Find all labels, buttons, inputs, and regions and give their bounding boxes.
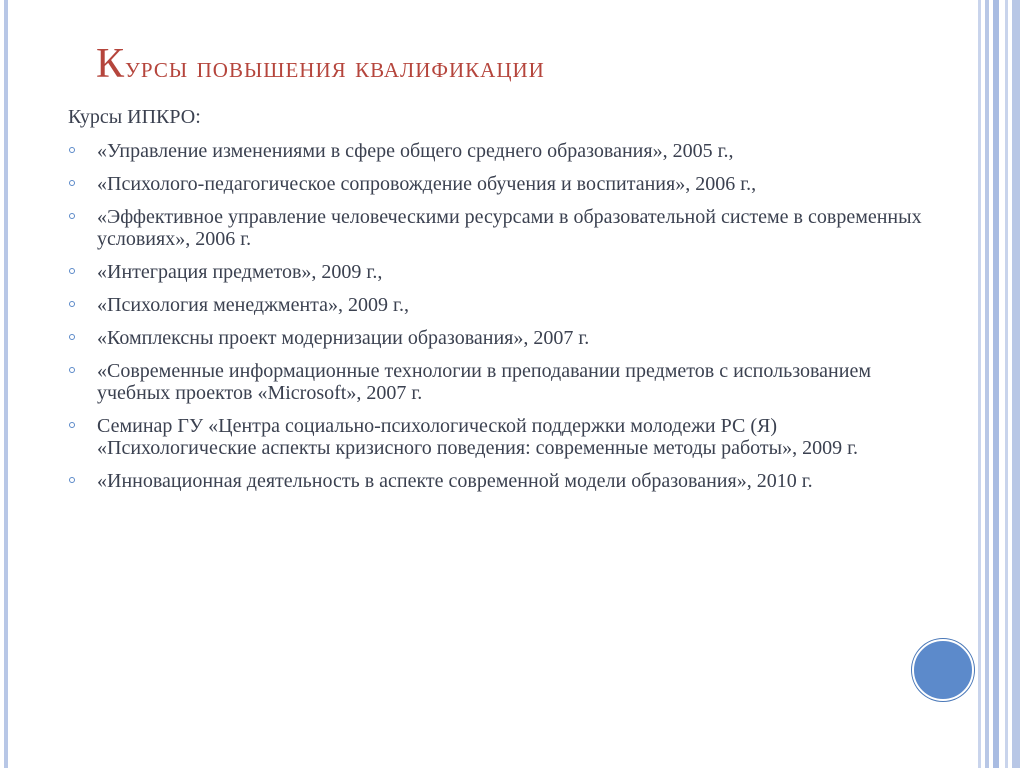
bullet-circle-icon xyxy=(69,334,75,340)
slide-title xyxy=(96,40,956,88)
list-item xyxy=(68,173,928,195)
list-item xyxy=(68,140,928,162)
bullet-circle-icon xyxy=(69,422,75,428)
list-item-text: «Современные информационные технологии в преподавании предметов с использованием учебных проектов «Microsoft», 2007 г. xyxy=(97,360,871,404)
bullet-circle-icon xyxy=(69,147,75,153)
list-item-text: «Инновационная деятельность в аспекте современной модели образования», 2010 г. xyxy=(97,470,813,492)
list-item-text: «Комплексны проект модернизации образования», 2007 г. xyxy=(97,327,590,349)
list-item-text: «Интеграция предметов», 2009 г., xyxy=(97,261,383,283)
list-item-text: «Психология менеджмента», 2009 г., xyxy=(97,294,409,316)
left-frame-line xyxy=(4,0,8,768)
bullet-circle-icon xyxy=(69,367,75,373)
list-item xyxy=(68,206,928,250)
decorative-circle-icon xyxy=(912,639,974,701)
list-item-text: Семинар ГУ «Центра социально-психологической поддержки молодежи РС (Я) «Психологические аспекты кризисного поведения: современные методы работы», 2009 г. xyxy=(97,415,859,459)
list-item-text: «Психолого-педагогическое сопровождение обучения и воспитания», 2006 г., xyxy=(97,173,757,195)
subheading: Курсы ИПКРО: xyxy=(68,106,201,128)
bullet-circle-icon xyxy=(69,301,75,307)
title-first-letter: К xyxy=(96,41,126,87)
list-item-text: «Эффективное управление человеческими ресурсами в образовательной системе в современных условиях», 2006 г. xyxy=(97,206,922,250)
course-list xyxy=(68,140,928,492)
bullet-circle-icon xyxy=(69,213,75,219)
list-item xyxy=(68,415,928,459)
list-item xyxy=(68,470,928,492)
list-item xyxy=(68,360,928,404)
slide-content xyxy=(68,106,928,503)
list-item xyxy=(68,294,928,316)
bullet-circle-icon xyxy=(69,268,75,274)
bullet-circle-icon xyxy=(69,180,75,186)
list-item xyxy=(68,261,928,283)
title-rest: урсы повышения квалификации xyxy=(125,51,545,84)
bullet-circle-icon xyxy=(69,477,75,483)
right-frame-stripes xyxy=(976,0,1024,768)
list-item xyxy=(68,327,928,349)
list-item-text: «Управление изменениями в сфере общего среднего образования», 2005 г., xyxy=(97,140,734,162)
